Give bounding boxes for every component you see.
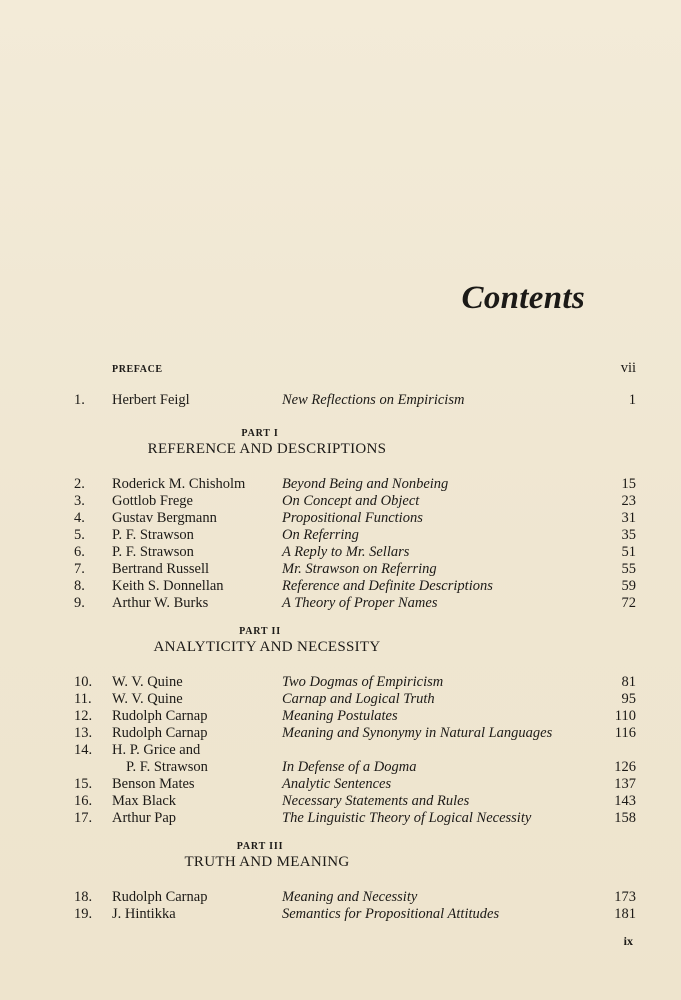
toc-entry bbox=[0, 810, 681, 827]
entry-number: 18. bbox=[74, 889, 93, 905]
entry-page: 72 bbox=[621, 595, 636, 611]
toc-entry bbox=[0, 725, 681, 742]
entry-page: 23 bbox=[621, 493, 636, 509]
entry-title: Necessary Statements and Rules bbox=[282, 793, 470, 809]
entry-author: Benson Mates bbox=[112, 776, 195, 792]
entry-title: Mr. Strawson on Referring bbox=[282, 561, 437, 577]
entry-number: 13. bbox=[74, 725, 93, 741]
part-label: PART III bbox=[236, 841, 284, 852]
entry-title: A Reply to Mr. Sellars bbox=[282, 544, 410, 560]
entry-author: Rudolph Carnap bbox=[112, 889, 208, 905]
toc-entry bbox=[0, 889, 681, 906]
entry-author: Roderick M. Chisholm bbox=[112, 476, 246, 492]
entry-title: Analytic Sentences bbox=[282, 776, 392, 792]
entry-page: 110 bbox=[614, 708, 636, 724]
entry-page: 137 bbox=[614, 776, 636, 792]
entry-title: Semantics for Propositional Attitudes bbox=[282, 906, 500, 922]
entry-page: 1 bbox=[628, 392, 636, 408]
entry-number: 12. bbox=[74, 708, 93, 724]
entry-page: 95 bbox=[621, 691, 636, 707]
entry-page: 31 bbox=[621, 510, 636, 526]
entry-title: Meaning and Synonymy in Natural Languages bbox=[282, 725, 553, 741]
entry-title: A Theory of Proper Names bbox=[282, 595, 438, 611]
entry-title: Meaning Postulates bbox=[282, 708, 398, 724]
entry-page: 51 bbox=[621, 544, 636, 560]
entry-page: 35 bbox=[621, 527, 636, 543]
entry-author: Arthur W. Burks bbox=[112, 595, 209, 611]
entry-number: 3. bbox=[74, 493, 85, 509]
toc-entry bbox=[0, 691, 681, 708]
entry-title: Reference and Definite Descriptions bbox=[282, 578, 493, 594]
entry-author: Max Black bbox=[112, 793, 177, 809]
toc-entry bbox=[0, 578, 681, 595]
entry-number: 16. bbox=[74, 793, 93, 809]
toc-entry bbox=[0, 776, 681, 793]
part-label: PART II bbox=[239, 626, 281, 637]
entry-number: 4. bbox=[74, 510, 85, 526]
entry-author: Keith S. Donnellan bbox=[112, 578, 224, 594]
entry-author: P. F. Strawson bbox=[112, 544, 194, 560]
entry-number: 8. bbox=[74, 578, 85, 594]
toc-entry bbox=[0, 544, 681, 561]
entry-author: Gustav Bergmann bbox=[112, 510, 217, 526]
entry-title: Two Dogmas of Empiricism bbox=[282, 674, 444, 690]
entry-number: 7. bbox=[74, 561, 85, 577]
toc-entry bbox=[0, 510, 681, 527]
preface-label: PREFACE bbox=[112, 364, 163, 375]
entry-number: 17. bbox=[74, 810, 93, 826]
entry-page: 55 bbox=[621, 561, 636, 577]
toc-entry bbox=[0, 493, 681, 510]
toc-entry bbox=[0, 476, 681, 493]
part-title: TRUTH AND MEANING bbox=[184, 854, 350, 870]
entry-author: P. F. Strawson bbox=[126, 759, 208, 775]
entry-page: 116 bbox=[614, 725, 636, 741]
toc-entry-continuation bbox=[0, 759, 681, 776]
entry-title: The Linguistic Theory of Logical Necessity bbox=[282, 810, 532, 826]
entry-page: 158 bbox=[614, 810, 636, 826]
toc-entry bbox=[0, 793, 681, 810]
entry-author: J. Hintikka bbox=[112, 906, 176, 922]
entry-author: P. F. Strawson bbox=[112, 527, 194, 543]
preface-page: vii bbox=[620, 360, 636, 376]
entry-number: 15. bbox=[74, 776, 93, 792]
toc-entry bbox=[0, 906, 681, 923]
entry-number: 1. bbox=[74, 392, 85, 408]
entry-page: 59 bbox=[621, 578, 636, 594]
toc-entry bbox=[0, 561, 681, 578]
entry-title: Carnap and Logical Truth bbox=[282, 691, 435, 707]
entry-number: 19. bbox=[74, 906, 93, 922]
part-label: PART I bbox=[241, 428, 279, 439]
toc-entry bbox=[0, 595, 681, 612]
part-title: ANALYTICITY AND NECESSITY bbox=[153, 639, 381, 655]
page-folio: ix bbox=[623, 934, 633, 948]
entry-title: Propositional Functions bbox=[282, 510, 423, 526]
entry-author: Herbert Feigl bbox=[112, 392, 190, 408]
toc-entry bbox=[0, 527, 681, 544]
entry-author: Rudolph Carnap bbox=[112, 708, 208, 724]
entry-page: 181 bbox=[614, 906, 636, 922]
entry-author: Gottlob Frege bbox=[112, 493, 193, 509]
entry-author: Arthur Pap bbox=[112, 810, 177, 826]
entry-page: 81 bbox=[621, 674, 636, 690]
entry-title: Beyond Being and Nonbeing bbox=[282, 476, 449, 492]
toc-entry bbox=[0, 674, 681, 691]
toc-entry bbox=[0, 392, 681, 409]
part-title: REFERENCE AND DESCRIPTIONS bbox=[147, 441, 387, 457]
entry-author: Bertrand Russell bbox=[112, 561, 210, 577]
page-title: Contents bbox=[461, 280, 585, 316]
toc-entry bbox=[0, 708, 681, 725]
entry-author: W. V. Quine bbox=[112, 674, 183, 690]
entry-author: W. V. Quine bbox=[112, 691, 183, 707]
entry-number: 2. bbox=[74, 476, 85, 492]
entry-number: 9. bbox=[74, 595, 85, 611]
entry-page: 143 bbox=[614, 793, 636, 809]
entry-page: 126 bbox=[614, 759, 636, 775]
entry-title: Meaning and Necessity bbox=[282, 889, 418, 905]
entry-number: 6. bbox=[74, 544, 85, 560]
entry-number: 14. bbox=[74, 742, 93, 758]
preface-row bbox=[0, 360, 681, 377]
entry-number: 5. bbox=[74, 527, 85, 543]
toc-entry bbox=[0, 742, 681, 759]
entry-title: On Referring bbox=[282, 527, 359, 543]
entry-title: New Reflections on Empiricism bbox=[282, 392, 465, 408]
entry-number: 11. bbox=[74, 691, 92, 707]
entry-title: On Concept and Object bbox=[282, 493, 420, 509]
entry-page: 173 bbox=[614, 889, 636, 905]
entry-page: 15 bbox=[621, 476, 636, 492]
entry-author: H. P. Grice and bbox=[112, 742, 201, 758]
entry-title: In Defense of a Dogma bbox=[282, 759, 417, 775]
entry-number: 10. bbox=[74, 674, 93, 690]
entry-author: Rudolph Carnap bbox=[112, 725, 208, 741]
